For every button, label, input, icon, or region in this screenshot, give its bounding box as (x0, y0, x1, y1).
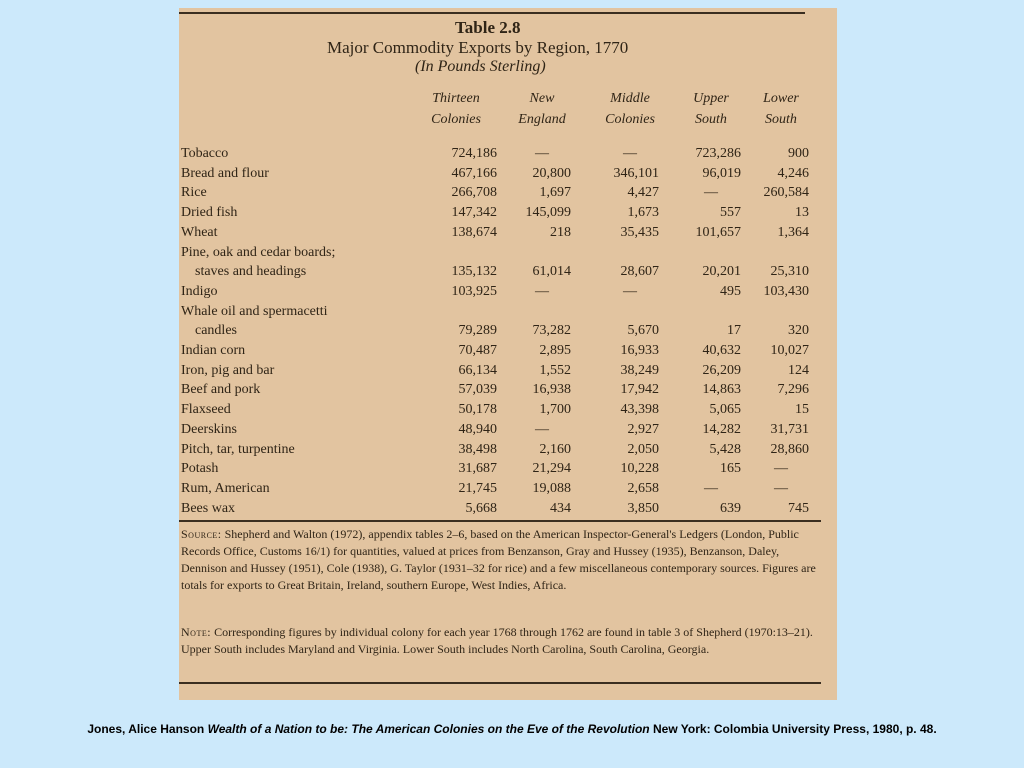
table-cell: 4,246 (777, 165, 809, 181)
table-cell: 639 (720, 500, 741, 516)
table-cell: — (535, 421, 549, 437)
table-cell: 61,014 (532, 264, 571, 280)
table-cell: 14,282 (702, 421, 741, 437)
row-label: Pine, oak and cedar boards; (181, 244, 336, 260)
row-label: Rice (181, 185, 207, 201)
column-header-line1: Middle (610, 91, 650, 106)
table-cell: 17,942 (620, 382, 659, 398)
source-label: Source: (181, 527, 222, 541)
table-cell: 2,895 (539, 343, 571, 358)
table-cell: 266,708 (451, 185, 497, 201)
table-cell: 101,657 (695, 224, 741, 240)
table-cell: 218 (550, 224, 571, 240)
table-cell: 10,228 (620, 461, 659, 477)
column-header (585, 88, 675, 130)
table-cell: 38,249 (620, 362, 659, 378)
column-header-line2: Colonies (431, 112, 481, 127)
column-header-line2: South (695, 112, 727, 127)
row-label: Potash (181, 461, 219, 477)
table-cell: — (704, 480, 718, 496)
row-label: Pitch, tar, turpentine (181, 441, 295, 457)
row-label: Rum, American (181, 480, 270, 496)
note-label: Note: (181, 625, 212, 639)
column-header-line2: England (518, 112, 566, 127)
table-cell: 138,674 (451, 224, 497, 240)
source-paragraph (181, 526, 823, 594)
table-cell: 4,427 (627, 185, 659, 201)
table-cell: 320 (788, 323, 809, 339)
table-cell: 2,927 (627, 421, 659, 437)
table-cell: 723,286 (695, 146, 741, 161)
table-cell: 25,310 (770, 264, 809, 280)
table-cell: 3,850 (627, 500, 659, 516)
table-cell: 15 (795, 402, 809, 418)
table-cell: 48,940 (458, 421, 497, 437)
table-cell: 31,687 (458, 461, 497, 477)
citation-book-title: Wealth of a Nation to be: The American Colonies on the Eve of the Revolution (207, 722, 650, 736)
table-cell: 147,342 (451, 205, 497, 221)
table-cell: 745 (788, 500, 809, 516)
source-text: Shepherd and Walton (1972), appendix tables 2–6, based on the American Inspector-General's Ledgers (London, Public Records Office, Customs 16/1) for quantities, valued at prices from Benzanson, Gray and Hussey (1935), Benzanson, Daley, Dennison and Hussey (1951), Cole (1938), G. Taylor (1931–32 for rice) and a few miscellaneous contemporary sources. Figures are totals for exports to Great Britain, Ireland, southern Europe, West Indies, Africa. (181, 527, 816, 592)
table-cell: — (704, 185, 718, 201)
row-label: Deerskins (181, 421, 237, 437)
table-cell: 346,101 (613, 165, 659, 181)
top-rule (179, 12, 805, 14)
table-cell: 1,364 (777, 224, 809, 240)
column-header-line1: Lower (763, 91, 799, 106)
table-cell: 19,088 (532, 480, 571, 496)
table-cell: 73,282 (532, 323, 571, 339)
table-cell: 900 (788, 146, 809, 161)
table-cell: 96,019 (702, 165, 741, 181)
table-subtitle: Major Commodity Exports by Region, 1770 (327, 38, 629, 57)
table-cell: 1,552 (539, 362, 571, 378)
table-cell: 50,178 (458, 402, 497, 418)
column-header-line1: New (529, 91, 555, 106)
table-title: Table 2.8 (455, 18, 521, 37)
table-cell: 35,435 (620, 224, 659, 240)
citation-publisher: New York: Colombia University Press, 1980, p. 48. (652, 722, 937, 736)
table-cell: — (535, 146, 549, 161)
table-cell: 43,398 (620, 402, 659, 418)
table-cell: 135,132 (451, 264, 497, 280)
table-cell: 5,428 (709, 441, 741, 457)
row-label: Indian corn (181, 343, 246, 358)
row-label: Wheat (181, 224, 218, 240)
table-cell: — (774, 480, 788, 496)
end-rule (179, 682, 821, 684)
table-cell: 28,860 (770, 441, 809, 457)
column-header (497, 88, 587, 130)
table-cell: 495 (720, 283, 741, 299)
table-cell: 434 (550, 500, 571, 516)
row-label-continued: staves and headings (195, 264, 307, 280)
note-text: Corresponding figures by individual colony for each year 1768 through 1762 are found in table 3 of Shepherd (1970:13–21). Upper South includes Maryland and Virginia. Lower South includes North Carolina, South Carolina, Georgia. (181, 625, 813, 656)
row-label: Bees wax (181, 500, 236, 516)
table-cell: 2,160 (539, 441, 571, 457)
citation-caption (0, 722, 1024, 736)
table-cell: 1,700 (539, 402, 571, 418)
table-cell: 20,800 (532, 165, 571, 181)
table-cell: 31,731 (770, 421, 809, 437)
citation-author: Jones, Alice Hanson (87, 722, 205, 736)
column-header-line1: Thirteen (432, 91, 480, 106)
table-cell: 5,065 (709, 402, 741, 418)
column-header-line2: Colonies (605, 112, 655, 127)
table-cell: 16,933 (620, 343, 659, 358)
column-header (411, 88, 501, 130)
table-cell: — (774, 461, 788, 477)
table-cell: 28,607 (620, 264, 659, 280)
table-cell: 2,050 (627, 441, 659, 457)
table-cell: 57,039 (458, 382, 497, 398)
table-cell: 14,863 (702, 382, 741, 398)
bottom-rule (179, 520, 821, 522)
table-cell: 10,027 (770, 343, 809, 358)
row-label: Iron, pig and bar (181, 362, 275, 378)
row-label: Dried fish (181, 205, 238, 221)
table-cell: 165 (720, 461, 741, 477)
table-cell: — (623, 146, 637, 161)
table-cell: — (535, 283, 549, 299)
row-label: Tobacco (181, 146, 229, 161)
table-cell: 79,289 (458, 323, 497, 339)
table-cell: 66,134 (458, 362, 497, 378)
table-cell: 26,209 (702, 362, 741, 378)
table-cell: 103,430 (763, 283, 809, 299)
table-cell: 38,498 (458, 441, 497, 457)
table-cell: 40,632 (702, 343, 741, 358)
row-label: Bread and flour (181, 165, 269, 181)
table-cell: 724,186 (451, 146, 497, 161)
table-cell: 13 (795, 205, 809, 221)
note-paragraph (181, 624, 823, 658)
table-cell: — (623, 283, 637, 299)
table-cell: 103,925 (451, 283, 497, 299)
table-cell: 7,296 (777, 382, 809, 398)
table-unit: (In Pounds Sterling) (415, 58, 546, 75)
table-photo (179, 8, 837, 700)
table-cell: 557 (720, 205, 741, 221)
row-label-continued: candles (195, 323, 237, 339)
table-cell: 2,658 (627, 480, 659, 496)
table-cell: 1,697 (539, 185, 571, 201)
table-cell: 20,201 (702, 264, 741, 280)
table-cell: 5,668 (465, 500, 497, 516)
row-label: Flaxseed (181, 402, 231, 418)
table-cell: 16,938 (532, 382, 571, 398)
table-cell: 467,166 (451, 165, 497, 181)
table-cell: 70,487 (458, 343, 497, 358)
table-cell: 260,584 (763, 185, 809, 201)
row-label: Beef and pork (181, 382, 261, 398)
table-cell: 17 (727, 323, 741, 339)
row-label: Whale oil and spermacetti (181, 303, 328, 319)
table-cell: 21,294 (532, 461, 571, 477)
table-cell: 1,673 (627, 205, 659, 221)
table-cell: 124 (788, 362, 809, 378)
column-header (736, 88, 826, 130)
table-cell: 5,670 (627, 323, 659, 339)
column-header-line1: Upper (693, 91, 729, 106)
row-label: Indigo (181, 283, 218, 299)
table-cell: 145,099 (525, 205, 571, 221)
table-cell: 21,745 (458, 480, 497, 496)
column-header-line2: South (765, 112, 797, 127)
